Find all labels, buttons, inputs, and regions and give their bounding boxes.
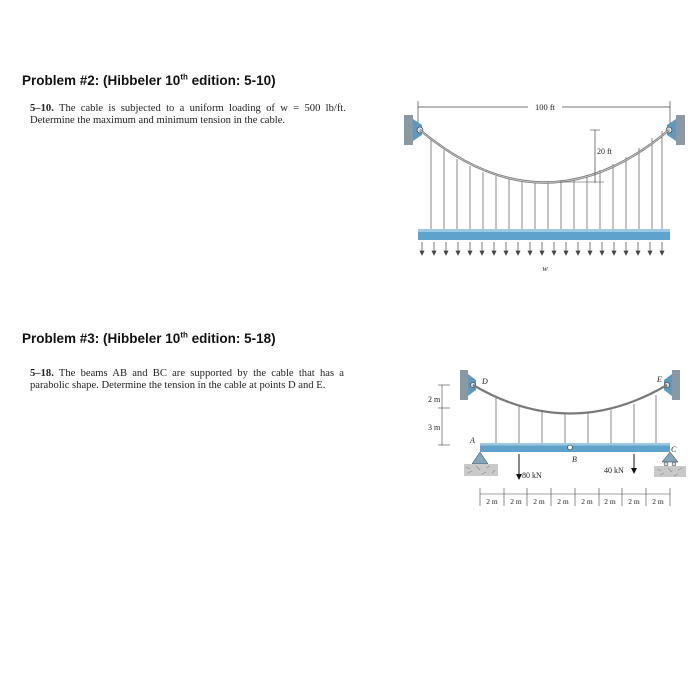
problem-3-text: The beams AB and BC are supported by the cable that has a parabolic shape. Determine the tension in the cable at points D and E. (30, 368, 344, 391)
roller-support-c (654, 452, 686, 477)
problem-2-heading-sup: th (180, 72, 188, 82)
spacing-label: 2 m (533, 497, 545, 506)
dim-top-label: 2 m (428, 395, 441, 404)
beam-top-edge (480, 443, 670, 446)
point-b-label: B (572, 455, 577, 464)
spacing-label: 2 m (652, 497, 664, 506)
pin-support-a (464, 452, 498, 476)
spacing-label: 2 m (510, 497, 522, 506)
spacing-label: 2 m (581, 497, 593, 506)
problem-2-heading (22, 73, 276, 88)
dim-side-label: 3 m (428, 423, 441, 432)
point-a-label: A (470, 436, 475, 445)
problem-3-heading-prefix: Problem #3: (Hibbeler 10 (22, 331, 181, 346)
problem-2-figure (400, 95, 690, 290)
load-40kn-arrow (631, 454, 637, 474)
spacing-label: 2 m (557, 497, 569, 506)
problem-2-text: The cable is subjected to a uniform loading of w = 500 lb/ft. Determine the maximum and minimum tension in the cable. (30, 103, 346, 126)
distributed-load-arrows (420, 242, 664, 255)
spacing-label: 2 m (628, 497, 640, 506)
point-c-label: C (671, 445, 677, 454)
problem-3-heading-sup: th (180, 330, 188, 340)
spacing-label: 2 m (604, 497, 616, 506)
problem-2-number: 5–10. (30, 103, 54, 114)
sag-label: 20 ft (597, 147, 612, 156)
load-80kn-label: 80 kN (522, 471, 542, 480)
problem-3-number: 5–18. (30, 368, 54, 379)
load-40kn-label: 40 kN (604, 466, 624, 475)
spacing-label: 2 m (486, 497, 498, 506)
problem-3-heading-suffix: edition: 5-18) (187, 331, 276, 346)
problem-3-figure (420, 360, 690, 515)
problem-2-heading-suffix: edition: 5-10) (187, 73, 276, 88)
load-label: w (542, 264, 548, 273)
cable-3 (473, 385, 667, 414)
hangers (431, 131, 662, 229)
point-d-label: D (482, 377, 488, 386)
span-label: 100 ft (534, 102, 556, 112)
problem-3-statement (30, 368, 344, 392)
point-e-label: E (657, 375, 662, 384)
deck-top-edge (418, 229, 670, 232)
problem-3-heading (22, 331, 276, 346)
hinge-b (568, 445, 573, 450)
problem-2-heading-prefix: Problem #2: (Hibbeler 10 (22, 73, 181, 88)
problem-2-statement (30, 103, 346, 127)
